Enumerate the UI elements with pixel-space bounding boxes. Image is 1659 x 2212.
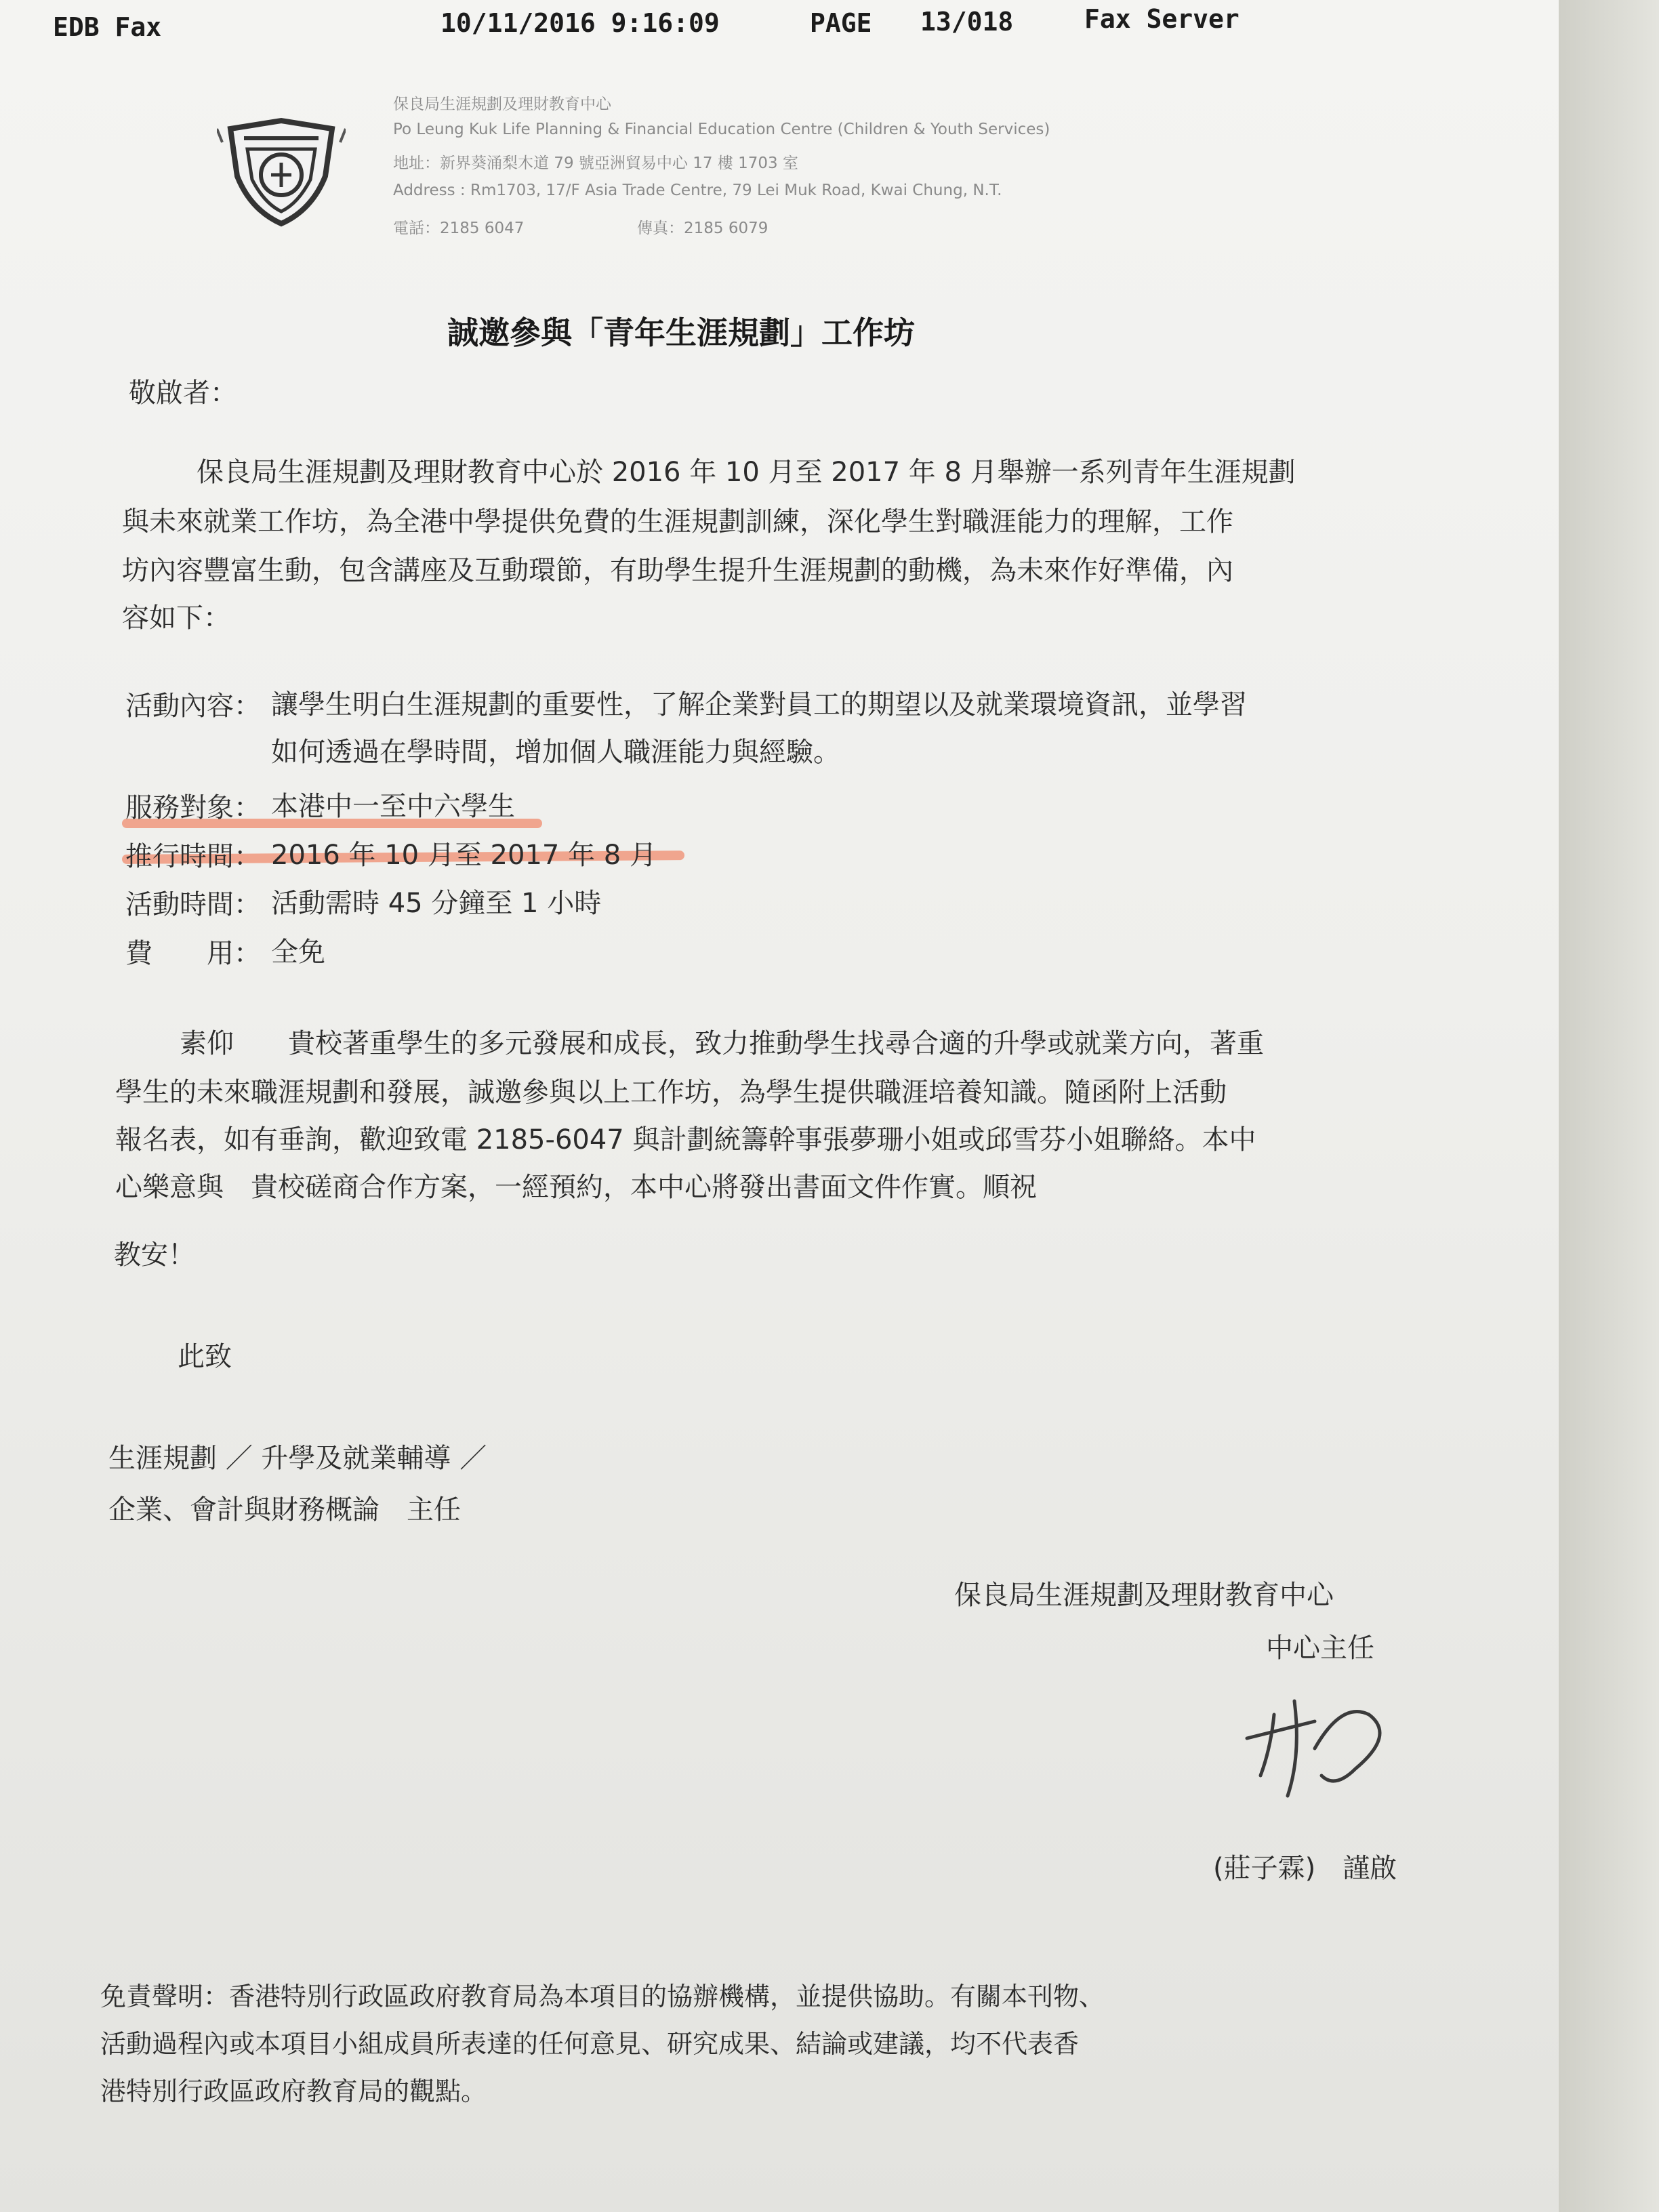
phone-label: 電話： — [393, 220, 440, 237]
fax-label: 傳真： — [637, 220, 684, 237]
detail-audience-value: 本港中一至中六學生 — [271, 791, 515, 822]
fax-page-number: 13/018 — [920, 7, 1014, 37]
closing-line-3: 報名表，如有垂詢，歡迎致電 2185-6047 與計劃統籌幹事張夢珊小姐或邱雪芬小姐聯絡。本中 — [115, 1124, 1256, 1155]
detail-content-value: 讓學生明白生涯規劃的重要性，了解企業對員工的期望以及就業環境資訊，並學習 — [271, 689, 1247, 720]
letterhead-address-zh: 地址：新界葵涌梨木道 79 號亞洲貿易中心 17 樓 1703 室 — [393, 155, 798, 172]
fax-page-label: PAGE — [810, 8, 872, 38]
disclaimer-line-3: 港特別行政區政府教育局的觀點。 — [100, 2076, 487, 2106]
letterhead-org-zh: 保良局生涯規劃及理財教育中心 — [393, 96, 611, 113]
blessing: 教安！ — [114, 1240, 195, 1271]
fax-sender: EDB Fax — [53, 12, 162, 42]
disclaimer-line-2: 活動過程內或本項目小組成員所表達的任何意見、研究成果、結論或建議，均不代表香 — [100, 2029, 1080, 2059]
phone-number: 2185 6047 — [440, 220, 525, 237]
letter-to: 此致 — [178, 1341, 232, 1372]
detail-period-value: 2016 年 10 月至 2017 年 8 月 — [271, 840, 657, 871]
closing-line-4: 心樂意與 貴校磋商合作方案，一經預約，本中心將發出書面文件作實。順祝 — [115, 1172, 1037, 1203]
detail-period-label: 推行時間： — [125, 841, 261, 872]
detail-content-value-cont: 如何透過在學時間，增加個人職涯能力與經驗。 — [271, 737, 840, 768]
closing-line-2: 學生的未來職涯規劃和發展，誠邀參與以上工作坊，為學生提供職涯培養知識。隨函附上活動 — [115, 1077, 1227, 1108]
fax-server: Fax Server — [1084, 4, 1240, 34]
handwritten-signature — [1233, 1674, 1410, 1809]
detail-duration-label: 活動時間： — [125, 889, 261, 920]
detail-duration-value: 活動需時 45 分鐘至 1 小時 — [271, 888, 602, 919]
detail-fee-label: 費 用： — [125, 938, 261, 969]
recipient-line-2: 企業、會計與財務概論 主任 — [108, 1494, 461, 1525]
fax-number: 2185 6079 — [684, 220, 769, 237]
sender-title: 中心主任 — [1266, 1633, 1374, 1664]
letterhead-phone — [393, 216, 524, 238]
intro-line-1: 保良局生涯規劃及理財教育中心於 2016 年 10 月至 2017 年 8 月舉辦一系列青年生涯規劃 — [197, 457, 1296, 488]
detail-content-label: 活動內容： — [125, 691, 261, 722]
recipient-line-1: 生涯規劃 ／ 升學及就業輔導 ／ — [108, 1443, 487, 1474]
disclaimer-line-1: 免責聲明：香港特別行政區政府教育局為本項目的協辦機構，並提供協助。有關本刊物、 — [100, 1982, 1105, 2011]
fax-datetime: 10/11/2016 9:16:09 — [441, 8, 720, 38]
signer-name: (莊子霖) 謹啟 — [1213, 1853, 1397, 1884]
sender-org: 保良局生涯規劃及理財教育中心 — [954, 1580, 1334, 1611]
letterhead-org-en: Po Leung Kuk Life Planning & Financial Education Centre (Children & Youth Services) — [393, 121, 1050, 138]
intro-line-2: 與未來就業工作坊，為全港中學提供免費的生涯規劃訓練，深化學生對職涯能力的理解，工作 — [122, 506, 1233, 537]
intro-line-3: 坊內容豐富生動，包含講座及互動環節，有助學生提升生涯規劃的動機，為未來作好準備，內 — [122, 555, 1233, 586]
po-leung-kuk-logo — [217, 115, 346, 230]
background-sheet-edge — [1559, 0, 1659, 2212]
detail-audience-label: 服務對象： — [125, 792, 261, 823]
letterhead-fax — [637, 216, 768, 238]
salutation: 敬啟者： — [129, 377, 237, 409]
detail-fee-value: 全免 — [271, 937, 325, 968]
letter-title: 誠邀參與「青年生涯規劃」工作坊 — [447, 314, 915, 351]
intro-line-4: 容如下： — [122, 602, 230, 634]
letterhead-address-en: Address : Rm1703, 17/F Asia Trade Centre, 79 Lei Muk Road, Kwai Chung, N.T. — [393, 182, 1002, 199]
closing-line-1: 素仰 貴校著重學生的多元發展和成長，致力推動學生找尋合適的升學或就業方向，著重 — [180, 1028, 1264, 1059]
